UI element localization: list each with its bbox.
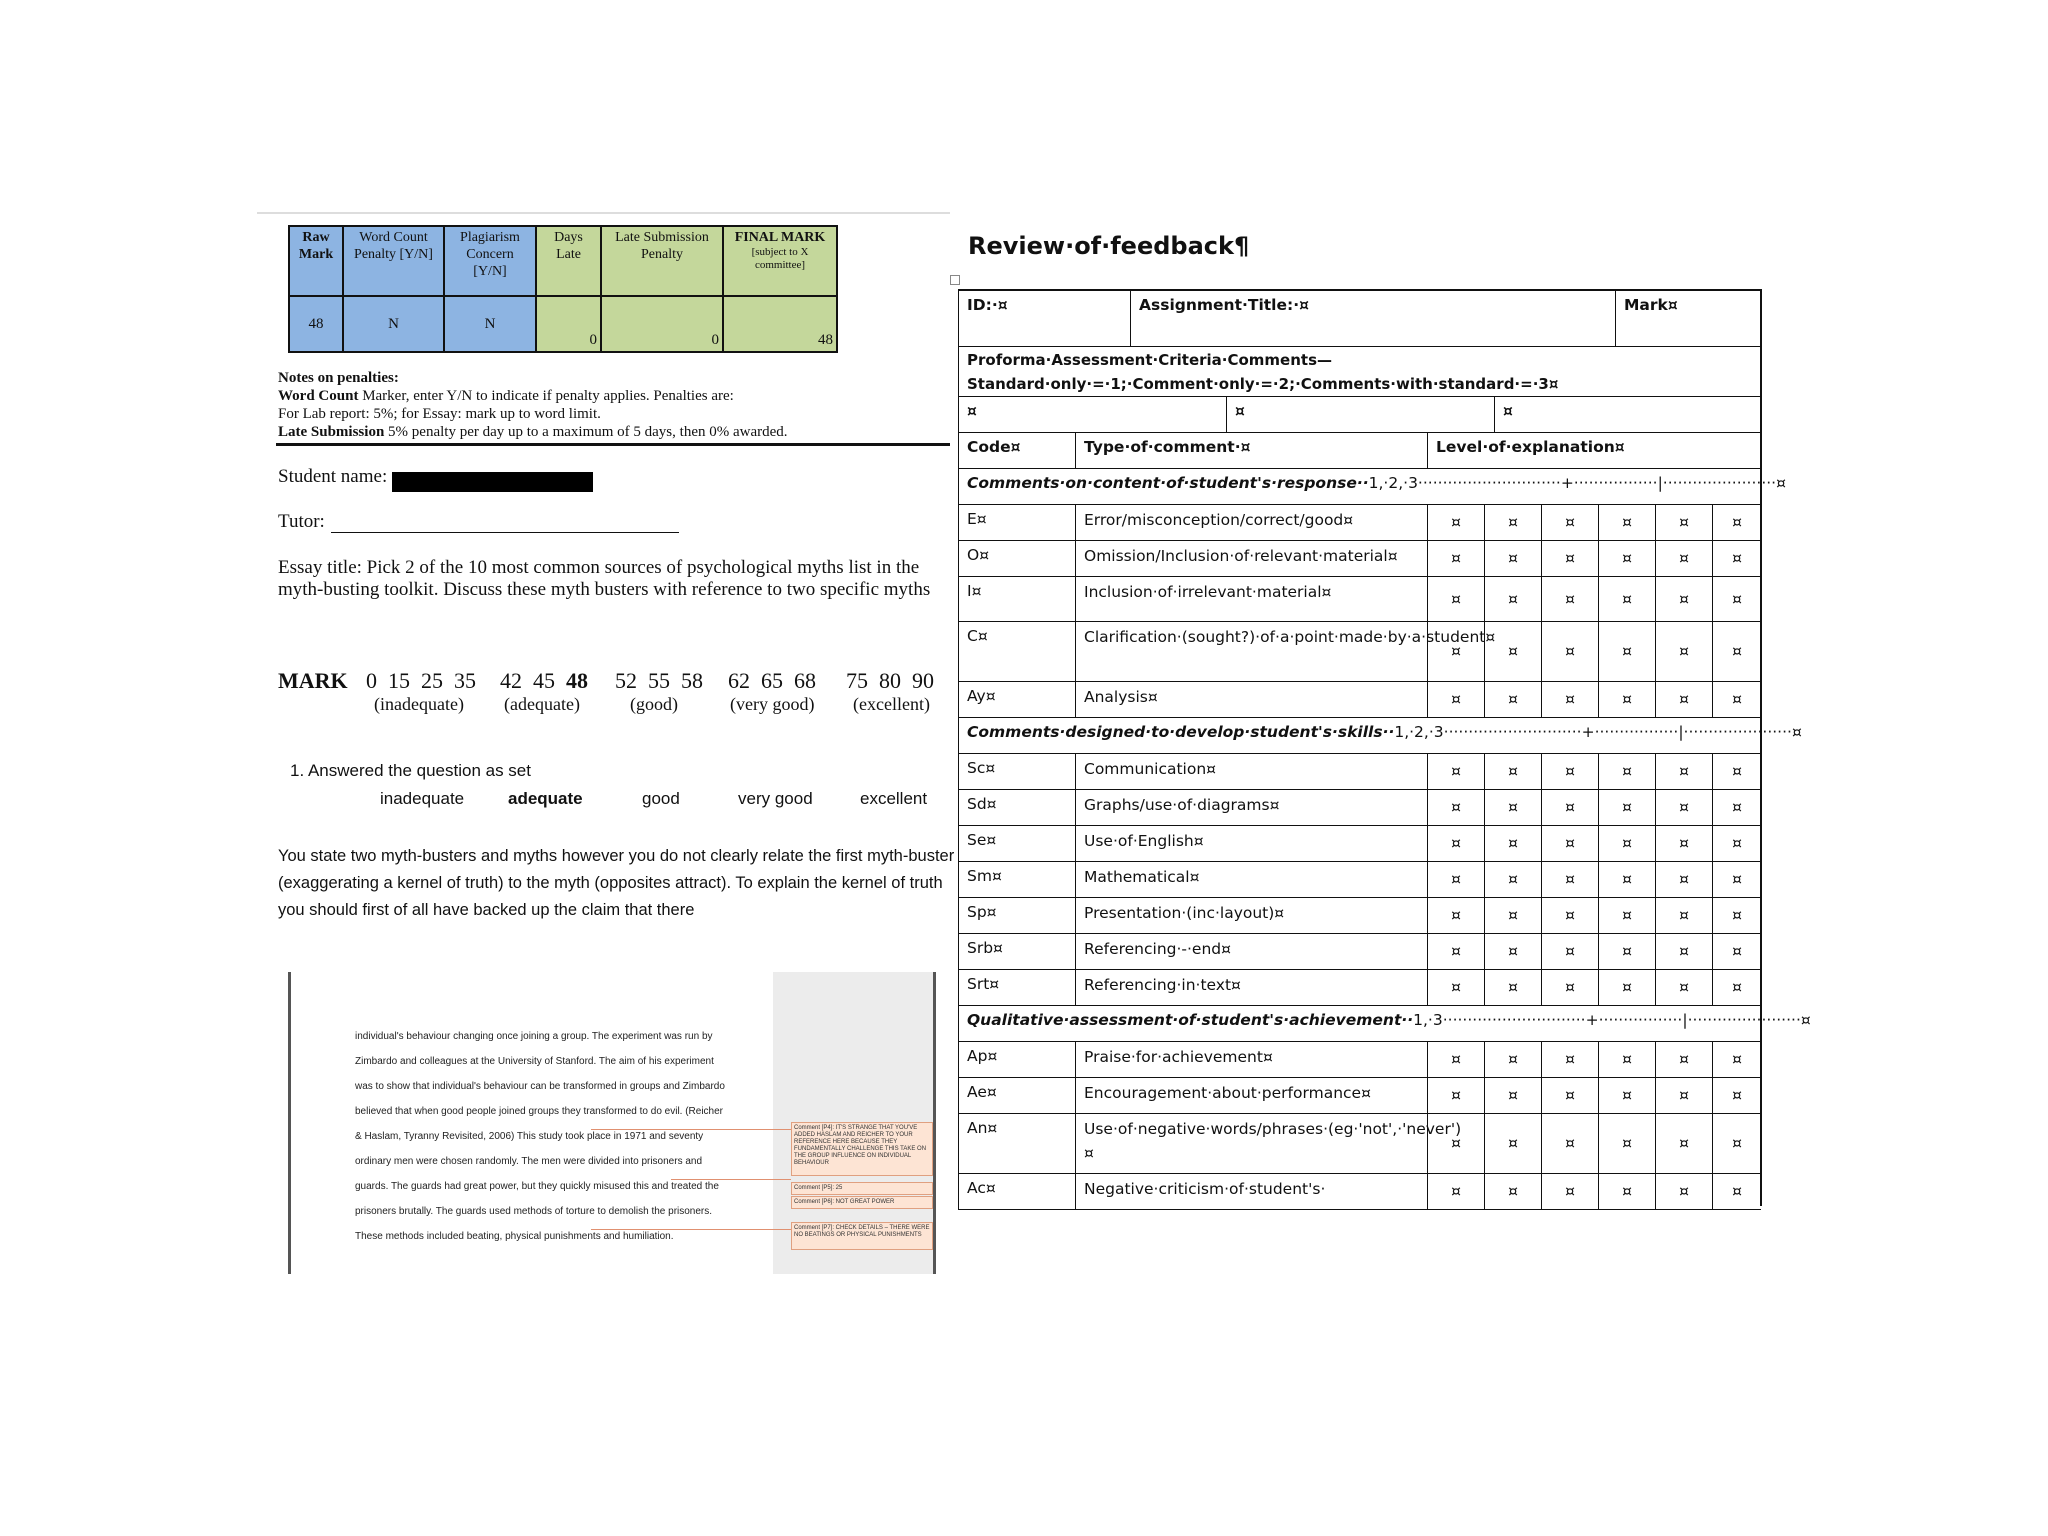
level-cell[interactable]: ¤ (1484, 825, 1541, 861)
criteria-row (958, 681, 1761, 718)
level-cell[interactable]: ¤ (1541, 753, 1598, 789)
level-cell[interactable]: ¤ (1598, 861, 1655, 897)
value-late-penalty: 0 (601, 296, 723, 352)
type-cell: Communication¤ (1075, 753, 1427, 789)
criteria-row (958, 825, 1761, 862)
level-cell[interactable]: ¤ (1712, 1041, 1761, 1077)
code-cell: Ac¤ (958, 1173, 1075, 1209)
excerpt-line: was to show that individual's behaviour can be transformed in groups and Zimbardo (355, 1081, 725, 1092)
excerpt-line: guards. The guards had great power, but they quickly misused this and treated the (355, 1181, 719, 1192)
type-cell: Graphs/use·of·diagrams¤ (1075, 789, 1427, 825)
level-cell[interactable]: ¤ (1541, 540, 1598, 576)
criteria-row (958, 504, 1761, 541)
comment-connector (671, 1179, 791, 1180)
criterion-1: 1. Answered the question as set (290, 761, 531, 780)
level-cell[interactable]: ¤ (1712, 1077, 1761, 1113)
criteria-row (958, 1041, 1761, 1078)
blank-cell[interactable]: ¤ (1494, 396, 1761, 432)
notes-late-text: 5% penalty per day up to a maximum of 5 days, then 0% awarded. (384, 424, 788, 440)
type-cell: Referencing·in·text¤ (1075, 969, 1427, 1005)
level-cell[interactable]: ¤ (1655, 933, 1712, 969)
value-days-late: 0 (536, 296, 601, 352)
id-cell[interactable]: ID:·¤ (958, 290, 1130, 346)
section-scale: 1,·2,·3·····························+·················|·······················¤ (1368, 474, 1786, 492)
level-cell[interactable]: ¤ (1712, 789, 1761, 825)
level-cell[interactable]: ¤ (1427, 504, 1484, 540)
comment-connector (591, 1229, 791, 1230)
blank-cell[interactable]: ¤ (1226, 396, 1494, 432)
header-raw-mark: Raw Mark (289, 226, 343, 296)
mark-cell[interactable]: Mark¤ (1615, 290, 1761, 346)
level-cell[interactable]: ¤ (1427, 753, 1484, 789)
notes-word-count-label: Word Count (278, 388, 359, 404)
level-cell[interactable]: ¤ (1484, 681, 1541, 717)
column-header-row (958, 432, 1761, 469)
table-move-handle[interactable] (950, 275, 960, 285)
level-cell[interactable]: ¤ (1427, 681, 1484, 717)
level-cell[interactable]: ¤ (1655, 825, 1712, 861)
level-cell[interactable]: ¤ (1541, 789, 1598, 825)
value-plagiarism-concern: N (444, 296, 536, 352)
criteria-row (958, 789, 1761, 826)
level-cell[interactable]: ¤ (1484, 1077, 1541, 1113)
type-cell: Presentation·(inc·layout)¤ (1075, 897, 1427, 933)
criteria-row (958, 576, 1761, 622)
level-adequate-selected: adequate (508, 789, 583, 808)
criteria-row (958, 753, 1761, 790)
level-cell[interactable]: ¤ (1427, 1041, 1484, 1077)
level-cell[interactable]: ¤ (1655, 681, 1712, 717)
section-scale: 1,·2,·3····························+·················|······················¤ (1394, 723, 1802, 741)
level-cell[interactable]: ¤ (1655, 897, 1712, 933)
type-cell: Clarification·(sought?)·of·a·point·made·by·a·student¤ (1075, 621, 1427, 681)
header-word-count-penalty: Word Count Penalty [Y/N] (343, 226, 444, 296)
level-cell[interactable]: ¤ (1484, 1173, 1541, 1209)
level-cell[interactable]: ¤ (1655, 1077, 1712, 1113)
level-cell[interactable]: ¤ (1712, 897, 1761, 933)
header-plagiarism-concern: Plagiarism Concern [Y/N] (444, 226, 536, 296)
code-cell: I¤ (958, 576, 1075, 621)
annotated-essay-excerpt (288, 972, 936, 1274)
level-cell[interactable]: ¤ (1712, 1113, 1761, 1173)
level-cell[interactable]: ¤ (1712, 825, 1761, 861)
excerpt-line: believed that when good people joined groups they transformed to do evil. (Reicher (355, 1106, 724, 1117)
notes-lab-text: For Lab report: 5%; for Essay: mark up to word limit. (278, 406, 601, 422)
header-days-late: Days Late (536, 226, 601, 296)
level-cell[interactable]: ¤ (1712, 621, 1761, 681)
level-cell[interactable]: ¤ (1541, 933, 1598, 969)
notes-late-label: Late Submission (278, 424, 385, 440)
level-cell[interactable]: ¤ (1541, 681, 1598, 717)
code-cell: Sd¤ (958, 789, 1075, 825)
criteria-row (958, 621, 1761, 682)
section-header-row (958, 468, 1786, 505)
comment-p7[interactable]: Comment [P7]: CHECK DETAILS – THERE WERE NO BEATINGS OR PHYSICAL PUNISHMENTS (791, 1222, 933, 1250)
type-cell: Inclusion·of·irrelevant·material¤ (1075, 576, 1427, 621)
code-header: Code¤ (958, 432, 1075, 468)
type-cell: Error/misconception/correct/good¤ (1075, 504, 1427, 540)
criteria-row (958, 969, 1761, 1006)
level-cell[interactable]: ¤ (1598, 753, 1655, 789)
value-raw-mark: 48 (289, 296, 343, 352)
level-header: Level·of·explanation¤ (1427, 432, 1761, 468)
level-cell[interactable]: ¤ (1655, 1041, 1712, 1077)
level-cell[interactable]: ¤ (1655, 753, 1712, 789)
level-cell[interactable]: ¤ (1655, 789, 1712, 825)
section-header-row (958, 1005, 1811, 1042)
code-cell: Srb¤ (958, 933, 1075, 969)
comment-p6[interactable]: Comment [P6]: NOT GREAT POWER (791, 1196, 933, 1209)
tutor-label: Tutor: (278, 511, 325, 532)
criteria-row (958, 1113, 1761, 1174)
blank-cell[interactable]: ¤ (958, 396, 1226, 432)
proforma-text: Proforma·Assessment·Criteria·Comments—Standard·only·=·1;·Comment·only·=·2;·Comments·with·standard·=·3¤ (958, 346, 1761, 396)
level-cell[interactable]: ¤ (1484, 753, 1541, 789)
level-cell[interactable]: ¤ (1541, 825, 1598, 861)
level-cell[interactable]: ¤ (1598, 576, 1655, 621)
level-cell[interactable]: ¤ (1712, 576, 1761, 621)
level-cell[interactable]: ¤ (1598, 825, 1655, 861)
level-cell[interactable]: ¤ (1712, 969, 1761, 1005)
type-cell: Use·of·negative·words/phrases·(eg·'not',·'never')¤ (1075, 1113, 1427, 1173)
level-cell[interactable]: ¤ (1598, 933, 1655, 969)
level-cell[interactable]: ¤ (1427, 1113, 1484, 1173)
level-cell[interactable]: ¤ (1427, 825, 1484, 861)
proforma-row (958, 346, 1761, 397)
type-cell: Mathematical¤ (1075, 861, 1427, 897)
level-cell[interactable]: ¤ (1427, 933, 1484, 969)
level-cell[interactable]: ¤ (1541, 1041, 1598, 1077)
excerpt-line: prisoners brutally. The guards used methods of torture to demolish the prisoners. (355, 1206, 713, 1217)
type-cell: Praise·for·achievement¤ (1075, 1041, 1427, 1077)
value-final-mark: 48 (723, 296, 837, 352)
level-cell[interactable]: ¤ (1598, 1077, 1655, 1113)
mark-label-inadequate: (inadequate) (374, 694, 464, 714)
level-cell[interactable]: ¤ (1427, 1077, 1484, 1113)
level-cell[interactable]: ¤ (1655, 969, 1712, 1005)
level-cell[interactable]: ¤ (1484, 1041, 1541, 1077)
section-divider (276, 443, 950, 446)
review-feedback-table (958, 290, 1811, 1206)
code-cell: Se¤ (958, 825, 1075, 861)
level-cell[interactable]: ¤ (1484, 969, 1541, 1005)
comment-p5[interactable]: Comment [P5]: 25 (791, 1182, 933, 1195)
level-cell[interactable]: ¤ (1427, 861, 1484, 897)
level-cell[interactable]: ¤ (1541, 1113, 1598, 1173)
code-cell: Sp¤ (958, 897, 1075, 933)
level-cell[interactable]: ¤ (1598, 621, 1655, 681)
header-late-penalty: Late Submission Penalty (601, 226, 723, 296)
level-cell[interactable]: ¤ (1598, 897, 1655, 933)
code-cell: E¤ (958, 504, 1075, 540)
essay-excerpt-text (355, 1024, 775, 1249)
level-cell[interactable]: ¤ (1598, 969, 1655, 1005)
mark-label-excellent: (excellent) (853, 694, 930, 714)
type-cell: Analysis¤ (1075, 681, 1427, 717)
criteria-row (958, 897, 1761, 934)
page-divider (257, 212, 950, 214)
level-good: good (642, 789, 680, 808)
section-title: Comments·on·content·of·student's·response·· (967, 474, 1369, 492)
level-cell[interactable]: ¤ (1484, 621, 1541, 681)
code-cell: C¤ (958, 621, 1075, 681)
excerpt-line: These methods included beating, physical punishments and humiliation. (355, 1231, 674, 1242)
awarded-mark: 48 (566, 668, 588, 693)
level-cell[interactable]: ¤ (1541, 897, 1598, 933)
type-header: Type·of·comment·¤ (1075, 432, 1427, 468)
level-cell[interactable]: ¤ (1598, 504, 1655, 540)
level-cell[interactable]: ¤ (1541, 1077, 1598, 1113)
level-cell[interactable]: ¤ (1712, 1173, 1761, 1209)
notes-heading: Notes on penalties: (278, 370, 399, 386)
criteria-row (958, 861, 1761, 898)
code-cell: Ap¤ (958, 1041, 1075, 1077)
level-cell[interactable]: ¤ (1712, 861, 1761, 897)
level-cell[interactable]: ¤ (1484, 504, 1541, 540)
mark-group-adequate-nums: 42 45 (500, 668, 566, 693)
type-cell: Use·of·English¤ (1075, 825, 1427, 861)
excerpt-line: Zimbardo and colleagues at the University of Stanford. The aim of his experiment (355, 1056, 714, 1067)
type-cell: Negative·criticism·of·student's· (1075, 1173, 1427, 1209)
level-cell[interactable]: ¤ (1541, 621, 1598, 681)
blank-row (958, 396, 1761, 433)
level-cell[interactable]: ¤ (1427, 897, 1484, 933)
level-cell[interactable]: ¤ (1427, 621, 1484, 681)
criteria-row (958, 933, 1761, 970)
mark-group-excellent: 75 80 90 (846, 668, 934, 693)
excerpt-line: individual's behaviour changing once joining a group. The experiment was run by (355, 1031, 713, 1042)
type-cell: Encouragement·about·performance¤ (1075, 1077, 1427, 1113)
value-word-count-penalty: N (343, 296, 444, 352)
level-cell[interactable]: ¤ (1484, 933, 1541, 969)
level-cell[interactable]: ¤ (1484, 861, 1541, 897)
type-cell: Referencing·-·end¤ (1075, 933, 1427, 969)
mark-group-inadequate: 0 15 25 35 (366, 668, 476, 693)
level-cell[interactable]: ¤ (1655, 621, 1712, 681)
level-cell[interactable]: ¤ (1484, 897, 1541, 933)
redacted-student-name (392, 472, 593, 492)
criteria-row (958, 1173, 1761, 1210)
level-cell[interactable]: ¤ (1712, 540, 1761, 576)
level-cell[interactable]: ¤ (1598, 1041, 1655, 1077)
level-cell[interactable]: ¤ (1427, 789, 1484, 825)
section-header-cell (958, 468, 1786, 504)
mark-label-adequate: (adequate) (504, 694, 580, 714)
code-cell: An¤ (958, 1113, 1075, 1173)
section-scale: 1,·3·····························+·················|·······················¤ (1413, 1011, 1811, 1029)
level-cell[interactable]: ¤ (1541, 969, 1598, 1005)
excerpt-line: & Haslam, Tyranny Revisited, 2006) This study took place in 1971 and seventy (355, 1131, 704, 1142)
level-cell[interactable]: ¤ (1598, 681, 1655, 717)
type-cell: Omission/Inclusion·of·relevant·material¤ (1075, 540, 1427, 576)
mark-group-very-good: 62 65 68 (728, 668, 816, 693)
student-name-label: Student name: (278, 466, 388, 487)
section-header-cell (958, 1005, 1811, 1041)
level-excellent: excellent (860, 789, 928, 808)
mark-group-adequate (500, 668, 588, 694)
tutor-blank-line (331, 532, 679, 533)
criteria-row (958, 1077, 1761, 1114)
header-final-mark (723, 226, 837, 296)
level-cell[interactable]: ¤ (1712, 504, 1761, 540)
comment-connector (591, 1129, 791, 1130)
level-cell[interactable]: ¤ (1541, 1173, 1598, 1209)
level-cell[interactable]: ¤ (1598, 789, 1655, 825)
level-cell[interactable]: ¤ (1484, 540, 1541, 576)
level-cell[interactable]: ¤ (1598, 1113, 1655, 1173)
level-cell[interactable]: ¤ (1541, 504, 1598, 540)
penalty-notes (278, 369, 948, 441)
level-cell[interactable]: ¤ (1655, 504, 1712, 540)
code-cell: Srt¤ (958, 969, 1075, 1005)
level-cell[interactable]: ¤ (1655, 861, 1712, 897)
level-cell[interactable]: ¤ (1655, 1113, 1712, 1173)
level-cell[interactable]: ¤ (1712, 753, 1761, 789)
level-cell[interactable]: ¤ (1655, 1173, 1712, 1209)
level-very-good: very good (738, 789, 813, 808)
mark-label-very-good: (very good) (730, 694, 815, 714)
level-cell[interactable]: ¤ (1655, 576, 1712, 621)
id-row (958, 290, 1761, 347)
level-cell[interactable]: ¤ (1427, 540, 1484, 576)
excerpt-line: ordinary men were chosen randomly. The men were divided into prisoners and (355, 1156, 703, 1167)
level-inadequate: inadequate (380, 789, 465, 808)
section-header-row (958, 717, 1802, 754)
level-cell[interactable]: ¤ (1712, 933, 1761, 969)
section-header-cell (958, 717, 1802, 753)
feedback-paragraph: You state two myth-busters and myths however you do not clearly relate the first myth-buster (exaggerating a kernel of truth) to the myth (opposites attract). To explain the kernel of truth you should first of all have backed up the claim that there (278, 847, 955, 919)
assignment-title-cell[interactable]: Assignment·Title:·¤ (1130, 290, 1615, 346)
level-cell[interactable]: ¤ (1427, 969, 1484, 1005)
mark-summary-table (288, 225, 838, 353)
code-cell: Sm¤ (958, 861, 1075, 897)
code-cell: Ay¤ (958, 681, 1075, 717)
criteria-row (958, 540, 1761, 577)
level-cell[interactable]: ¤ (1655, 540, 1712, 576)
level-cell[interactable]: ¤ (1484, 1113, 1541, 1173)
final-mark-title: FINAL MARK (734, 230, 826, 245)
section-title: Qualitative·assessment·of·student's·achievement·· (967, 1011, 1414, 1029)
section-title: Comments·designed·to·develop·student's·skills·· (967, 723, 1395, 741)
level-cell[interactable]: ¤ (1484, 576, 1541, 621)
code-cell: O¤ (958, 540, 1075, 576)
level-cell[interactable]: ¤ (1427, 1173, 1484, 1209)
review-title: Review·of·feedback¶ (968, 232, 1250, 260)
level-cell[interactable]: ¤ (1427, 576, 1484, 621)
level-cell[interactable]: ¤ (1541, 576, 1598, 621)
code-cell: Ae¤ (958, 1077, 1075, 1113)
level-cell[interactable]: ¤ (1598, 1173, 1655, 1209)
level-cell[interactable]: ¤ (1712, 681, 1761, 717)
level-cell[interactable]: ¤ (1484, 789, 1541, 825)
level-cell[interactable]: ¤ (1598, 540, 1655, 576)
mark-scale-label: MARK (278, 668, 348, 693)
comment-p4[interactable]: Comment [P4]: IT'S STRANGE THAT YOU'VE ADDED HASLAM AND REICHER TO YOUR REFERENCE HERE BECAUSE THEY FUNDAMENTALLY CHALLENGE THIS TAKE ON THE GROUP INFLUENCE ON INDIVIDUAL BEHAVIOUR (791, 1122, 933, 1176)
mark-label-good: (good) (630, 694, 678, 714)
final-mark-note: [subject to X committee] (751, 246, 809, 271)
mark-group-good: 52 55 58 (615, 668, 703, 693)
code-cell: Sc¤ (958, 753, 1075, 789)
level-cell[interactable]: ¤ (1541, 861, 1598, 897)
notes-word-count-text: Marker, enter Y/N to indicate if penalty applies. Penalties are: (358, 388, 734, 404)
essay-title: Essay title: Pick 2 of the 10 most common sources of psychological myths list in the myth-busting toolkit. Discuss these myth busters with reference to two specific myths (278, 557, 931, 600)
